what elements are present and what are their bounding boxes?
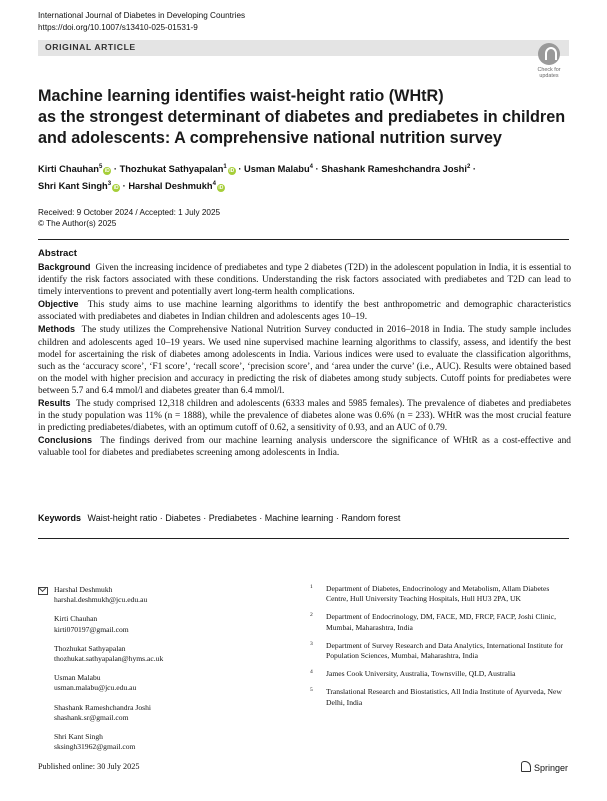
contact-entry (38, 703, 288, 723)
divider (38, 538, 569, 539)
author[interactable]: Harshal Deshmukh$^4$iD (128, 180, 224, 191)
contact-name: Harshal Deshmukh (54, 585, 113, 594)
publisher-logo: Springer (521, 761, 568, 773)
affiliation: 1 Department of Diabetes, Endocrinology and Metabolism, Allam Diabetes Centre, Hull University Teaching Hospitals, Hull HU3 2PA, UK (310, 584, 550, 604)
affiliation: 5 Translational Research and Biostatistics, All India Institute of Ayurveda, New Delhi, India (310, 687, 562, 707)
affiliation: 3 Department of Survey Research and Data Analytics, International Institute for Population Sciences, Mumbai, Maharashtra, India (310, 640, 564, 661)
contact-name: Kirti Chauhan (54, 614, 98, 624)
divider (38, 239, 569, 240)
contact-name: Shashank Rameshchandra Joshi (54, 702, 152, 712)
author[interactable]: Kirti Chauhan$^5$iD (38, 164, 110, 175)
author[interactable]: Usman Malabu$^4$ (244, 164, 313, 175)
author[interactable]: Shashank Rameshchandra Joshi$^2$ (321, 164, 471, 175)
author-list: Kirti Chauhan$^5$iD · Thozhukat Sathyapalan$^1$iD · Usman Malabu$^4$ · Shashank Rameshchandra Joshi$^2$ · Shri Kant Singh$^3$iD · Harshal Deshmukh$^4$iD (38, 164, 476, 191)
contact-name: Usman Malabu (54, 673, 101, 683)
orcid-icon[interactable]: iD (229, 168, 235, 175)
mail-icon (38, 587, 48, 595)
abstract-section: Background Given the increasing incidence of prediabetes and type 2 diabetes (T2D) in the adolescent population in India, it is essential to identify the risk factors associated with these conditions. Understanding the risk factors associated with prediabetes and T2D can lead to timely interventions to prevent and potentially avert long-term health complications. (38, 262, 572, 298)
article-title: Machine learning identifies waist-height ratio (WHtR) as the strongest determinant of diabetes and prediabetes in children and adolescents: A comprehensive national nutrition survey (38, 87, 566, 147)
author-contacts (38, 585, 288, 761)
abstract-section: Methods The study utilizes the Comprehensive National Nutrition Survey conducted in 2016–2018 in India. The study sample includes children and adolescents aged 10–19 years. We used nine supervised machine learning algorithms to classify, assess, and identify the best model for ascertaining the risk of diabetes among adolescents in India. Various indices were used to evaluate the classification algorithms, such as the ‘accuracy score’, ‘F1 score’, ‘recall score’, ‘precision score’, and ‘area under the curve’ (i.e., AUC). Results were obtained based on the model with higher precision and accuracy in predicting the risk of diabetes among study subjects. Cutoff points for prediabetes were between 5.7 and 6.4 mmol/l and diabetes greater than 6.4 mmol/l. (38, 324, 571, 396)
article-dates (38, 207, 220, 229)
contact-email[interactable]: usman.malabu@jcu.edu.au (54, 683, 137, 693)
affiliation: 4 James Cook University, Australia, Townsville, QLD, Australia (310, 669, 516, 679)
keywords-list: Waist-height ratio · Diabetes · Prediabetes · Machine learning · Random forest (87, 513, 401, 523)
contact-name: Thozhukat Sathyapalan (54, 643, 126, 653)
published-date: Published online: 30 July 2025 (38, 762, 140, 771)
journal-header (38, 10, 245, 34)
affiliation: 2 Department of Endocrinology, DM, FACE, MD, FRCP, FACP, Joshi Clinic, Mumbai, Maharashtra, India (310, 612, 557, 632)
abstract-body (38, 261, 571, 460)
author[interactable]: Thozhukat Sathyapalan$^1$iD (119, 164, 235, 175)
orcid-icon[interactable]: iD (113, 184, 119, 191)
keywords-label: Keywords (38, 513, 82, 523)
abstract-heading: Abstract (38, 248, 77, 259)
affiliations (310, 584, 570, 716)
keywords (38, 513, 571, 523)
springer-horse-icon (521, 761, 531, 772)
contact-entry (38, 673, 288, 693)
article-type-label: ORIGINAL ARTICLE (45, 42, 136, 52)
contact-email[interactable]: thozhukat.sathyapalan@hyms.ac.uk (54, 654, 164, 664)
check-updates-label: Check for updates (537, 67, 561, 79)
check-for-updates-badge[interactable] (531, 43, 567, 79)
contact-entry (38, 585, 288, 605)
journal-name: International Journal of Diabetes in Developing Countries (38, 11, 246, 20)
received-accepted: Received: 9 October 2024 / Accepted: 1 July 2025 (38, 208, 221, 217)
author[interactable]: Shri Kant Singh$^3$iD (38, 180, 119, 191)
copyright: © The Author(s) 2025 (38, 219, 117, 228)
article-type-banner (38, 40, 569, 56)
check-updates-icon (538, 43, 560, 65)
contact-email[interactable]: harshal.deshmukh@jcu.edu.au (54, 595, 148, 605)
abstract-section: Conclusions The findings derived from our machine learning analysis underscore the significance of WHtR as a cost-effective and valuable tool for diabetes and prediabetes screening among adolescents in India. (38, 435, 571, 459)
contact-entry (38, 644, 288, 664)
orcid-icon[interactable]: iD (104, 168, 110, 175)
contact-entry (38, 614, 288, 634)
orcid-icon[interactable]: iD (218, 184, 224, 191)
contact-email[interactable]: sksingh31962@gmail.com (54, 742, 136, 752)
contact-email[interactable]: kirti070197@gmail.com (54, 624, 129, 634)
contact-entry (38, 732, 288, 752)
abstract-section: Results The study comprised 12,318 children and adolescents (6333 males and 5985 females). The prevalence of diabetes and prediabetes in the study population was 11% (n = 1888), while the prevalence of diabetes alone was 0.6% (n = 233). WHtR was the most crucial feature in predicting prediabetes/diabetes, with an optimum cutoff of 0.62, a sensitivity of 0.93, and an AUC of 0.79. (38, 398, 571, 434)
contact-name: Shri Kant Singh (54, 732, 103, 742)
abstract-section: Objective This study aims to use machine learning algorithms to identify the best anthropometric and demographic characteristics associated with prediabetes and diabetes in Indian children and adolescents ages 10–19. (38, 299, 571, 323)
contact-email[interactable]: shashank.sr@gmail.com (54, 712, 129, 722)
doi-link[interactable]: https://doi.org/10.1007/s13410-025-01531-9 (38, 23, 198, 32)
